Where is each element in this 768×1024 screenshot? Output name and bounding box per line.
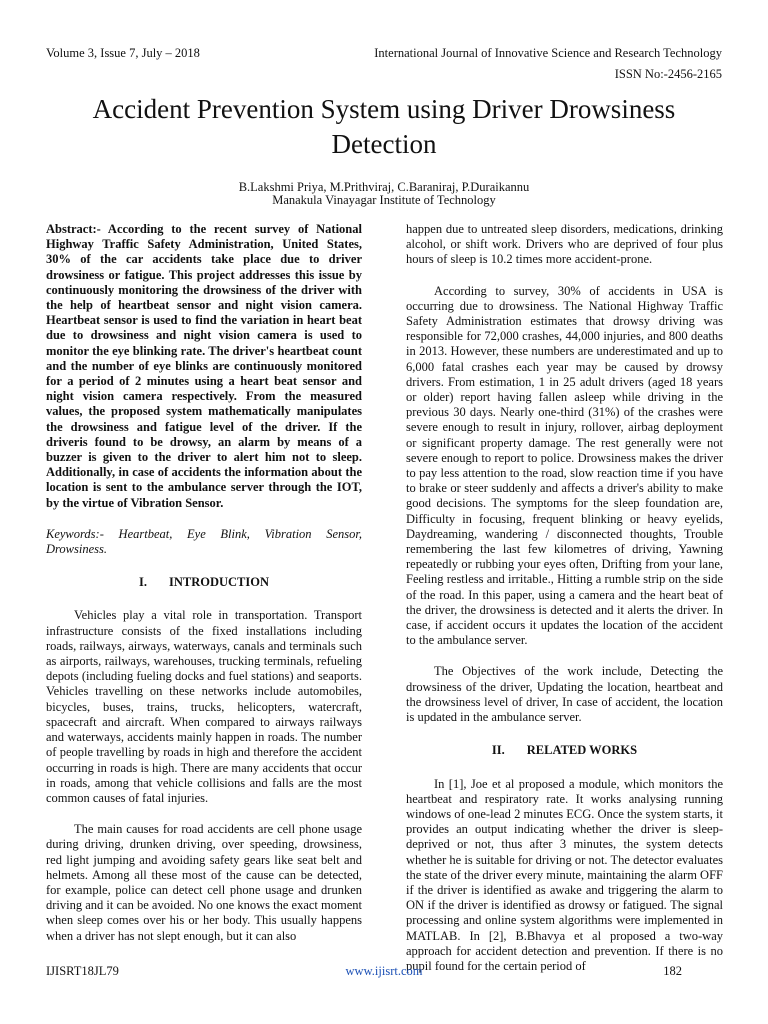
abstract: Abstract:- According to the recent survey of National Highway Traffic Safety Administration, United States, 30% of the car accidents take place due to driver drowsiness or fatigue. This project addresses this issue by continuously monitoring the drowsiness of the driver with the help of heartbeat sensor and night vision camera. Heartbeat sensor is used to find the variation in heart beat due to drowsiness and night vision camera is used to monitor the eye blinking rate. The driver's heartbeat count and the number of eye blinks are continuously monitored for a period of 2 minutes using a heart beat sensor and night vision camera respectively. From the measured values, the proposed system mathematically manipulates the drowsiness and fatigue level of the driver. If the driveris found to be drowsy, an alarm by means of a buzzer is given to the driver to alert him not to sleep. Additionally, in case of accidents the information about the location is sent to the ambulance server through the IOT, by the virtue of Vibration Sensor. <box>46 222 362 510</box>
keywords-text: Heartbeat, Eye Blink, Vibration Sensor, Drowsiness. <box>46 526 362 557</box>
right-column <box>406 222 723 974</box>
paragraph-gap <box>406 268 723 284</box>
footer-website-link[interactable]: www.ijisrt.com <box>345 964 423 978</box>
intro-paragraph-2: The main causes for road accidents are cell phone usage during driving, drunken driving, over speeding, drowsiness, red light jumping and avoiding safety gears like seat belt and helmets. Among all these most of the cause can be detected, for example, police can detect cell phone usage and drunken driving and it can be avoided. No one knows the exact moment when sleep comes over his or her body. This usually happens when a driver has not slept enough, but it can also <box>46 822 362 943</box>
paragraph-gap <box>406 648 723 664</box>
right-paragraph-1: happen due to untreated sleep disorders, medications, drinking alcohol, or shift work. Drivers who are deprived of four plus hours of sleep is 10.2 times more accident-prone. <box>406 222 723 267</box>
header-volume: Volume 3, Issue 7, July – 2018 <box>46 46 200 60</box>
paper-title: Accident Prevention System using Driver Drowsiness Detection <box>92 94 676 159</box>
section-number: II. <box>491 743 505 758</box>
section-title: INTRODUCTION <box>168 575 269 590</box>
right-paragraph-3: The Objectives of the work include, Detecting the drowsiness of the driver, Updating the location, heartbeat and the drowsiness level of driver, In case of accident, the location is updated in the ambulance server. <box>406 664 723 725</box>
left-column <box>46 222 362 944</box>
section-number: I. <box>138 575 147 590</box>
intro-paragraph-1: Vehicles play a vital role in transportation. Transport infrastructure consists of the fixed installations including roads, railways, airways, waterways, canals and terminals such as airports, railways, warehouses, trucking terminals, refueling depots (including fueling docks and fuel stations) and seaports. Vehicles travelling on these networks include automobiles, bicycles, buses, trains, trucks, helicopters, watercraft, spacecraft and aircraft. When compared to airways railways and waterways, accidents mainly happen in roads. The number of people travelling by roads in high and therefore the accident occurring in roads is high. There are many accidents that occur in roads, among that vehicle collisions and falls are the most common causes of fatal injuries. <box>46 608 362 805</box>
section-title: RELATED WORKS <box>526 743 638 758</box>
right-paragraph-2: According to survey, 30% of accidents in USA is occurring due to drowsiness. The National Highway Traffic Safety Administration estimates that drowsy driving was responsible for 72,000 crashes, 44,000 injuries, and 800 deaths in 2013. However, these numbers are underestimated and up to 6,000 fatal crashes each year may be caused by drowsy drivers. From estimation, 1 in 25 adult drivers (aged 18 years or older) report having fallen asleep while driving in the previous 30 days. Nearly one-third (31%) of the crashes were severe enough to result in injury, rollover, airbag deployment or significant property damage. The rest generally were not severe enough to report to police. Drowsiness makes the driver to pay less attention to the road, slow reaction time if you have to brake or steer suddenly and affects a driver's ability to make good decisions. The symptoms for the sleep foundation are, Difficulty in focusing, frequent blinking or heavy eyelids, Daydreaming, wandering / disconnected thoughts, Trouble remembering the last few kilometres of driving, Yawning repeatedly or rubbing your eyes often, Drifting from your lane, Feeling restless and irritable., Hitting a rumble strip on the side of the road. In this paper, using a camera and the heart beat of the driver, the drowsiness is detected and it alerts the driver. In case, if accident occurs it updates the location of the accident to the ambulance server. <box>406 283 723 648</box>
section-heading-related-works <box>406 743 723 758</box>
header-journal: International Journal of Innovative Science and Research Technology <box>374 46 722 60</box>
paper-affiliation: Manakula Vinayagar Institute of Technology <box>272 193 496 207</box>
keywords-label: Keywords:- <box>46 526 104 541</box>
related-works-paragraph: In [1], Joe et al proposed a module, which monitors the heartbeat and respiratory rate. It works analysing running windows of one-lead 2 minutes ECG. Once the system starts, it provides an output indicating whether the driver is sleep-deprived or not, thus after 3 minutes, the system detects whether he is suitable for driving or not. The detector evaluates the state of the driver every minute, maintaining the alarm OFF if the driver is identified as awake and triggering the alarm to ON if the driver is identified as drowsy or fatigued. The signal processing and online system algorithms were implemented in MATLAB. In [2], B.Bhavya et al proposed a two-way approach for accident detection and prevention. If there is no pupil found for the certain period of <box>406 776 723 973</box>
page-number: 182 <box>663 964 682 978</box>
section-heading-introduction <box>46 575 362 590</box>
footer-id: IJISRT18JL79 <box>46 964 119 978</box>
keywords <box>46 527 362 557</box>
paper-authors: B.Lakshmi Priya, M.Prithviraj, C.Baraniraj, P.Duraikannu <box>238 180 530 194</box>
header-issn: ISSN No:-2456-2165 <box>614 67 722 81</box>
paragraph-gap <box>46 806 362 822</box>
